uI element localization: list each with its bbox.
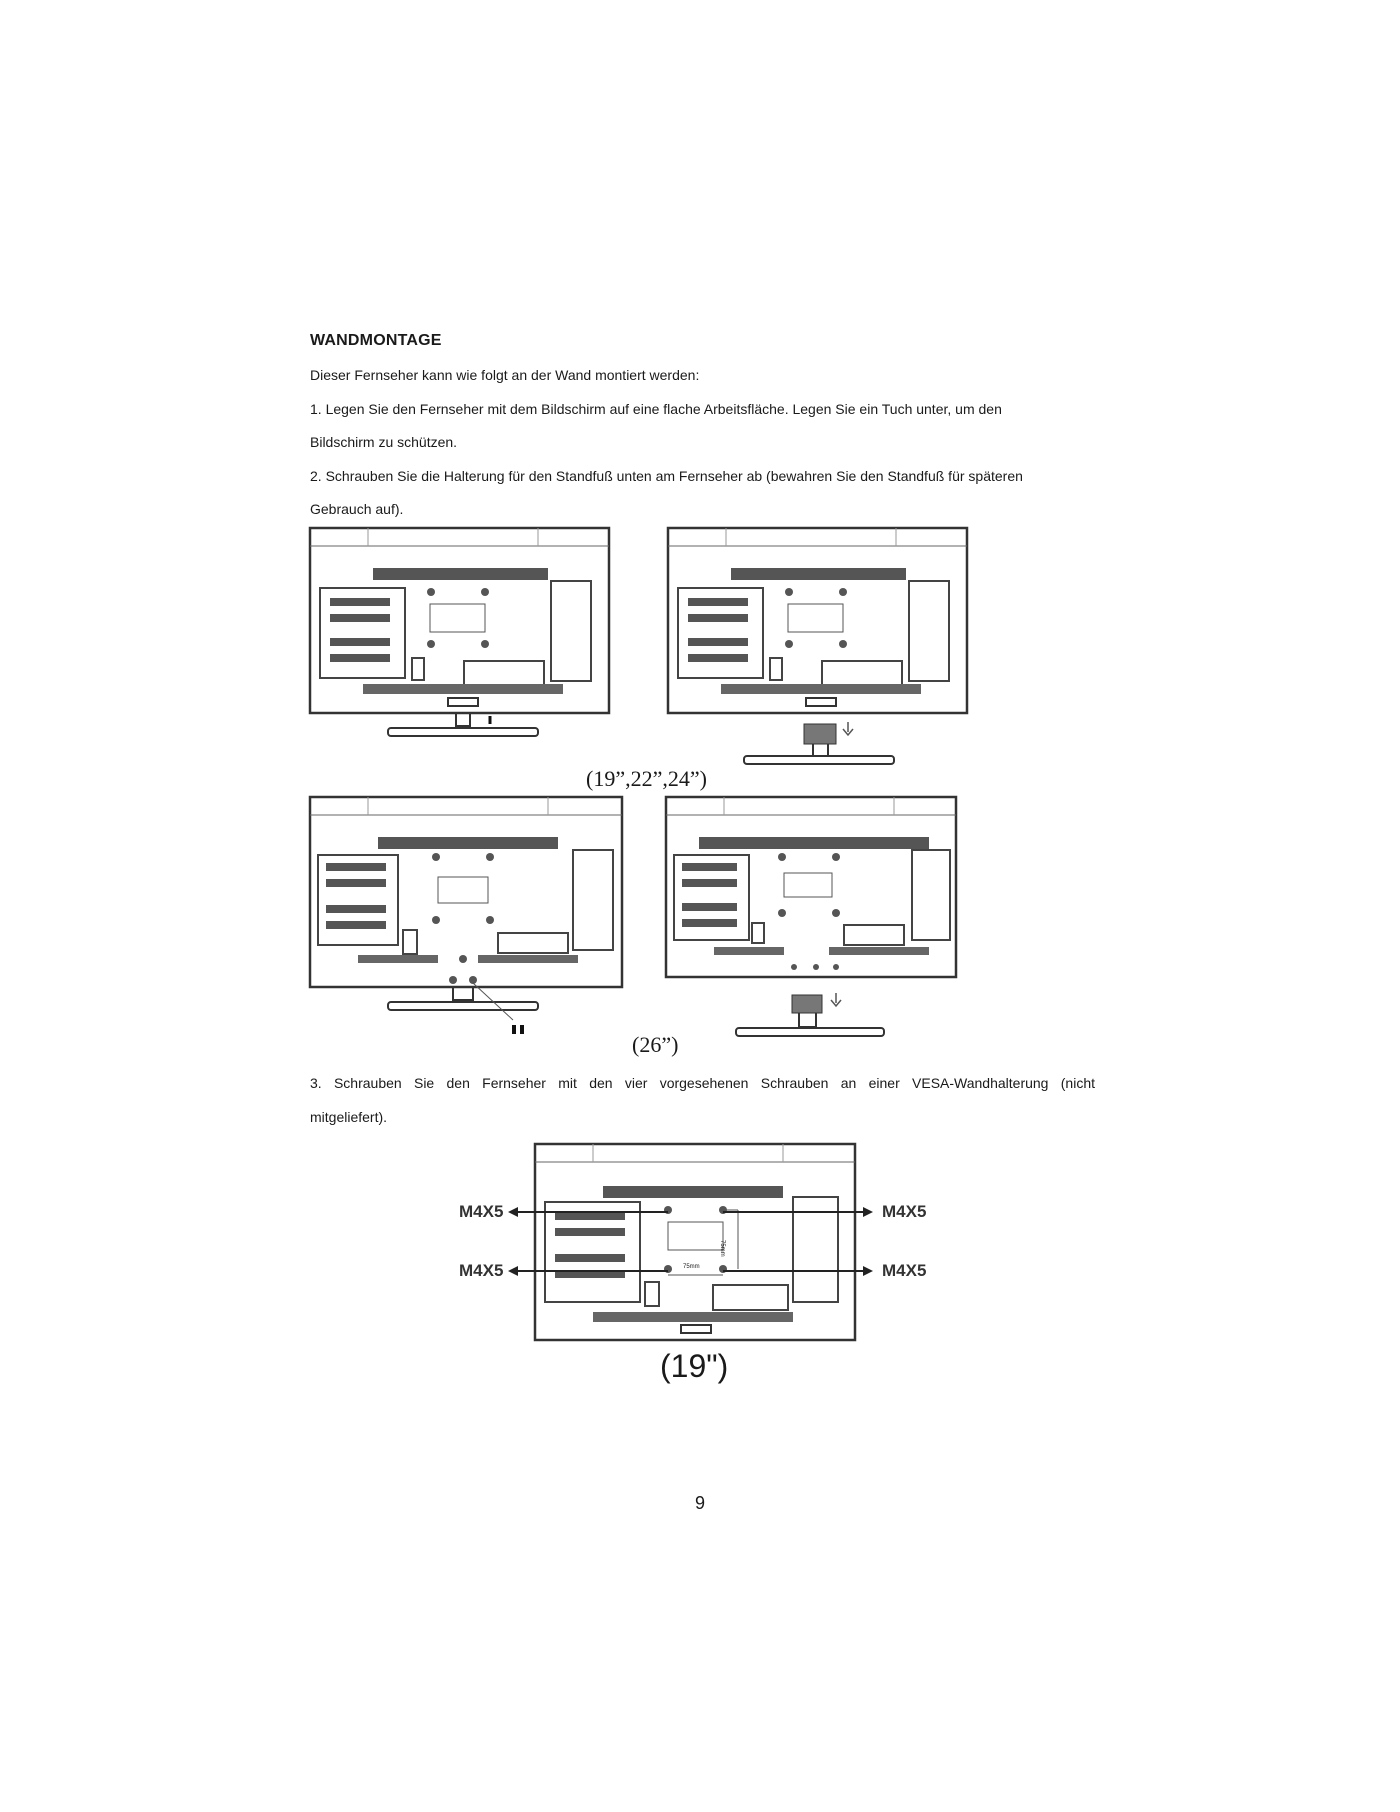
tv-back-with-stand-small <box>308 526 613 741</box>
screw-label-top-left: M4X5 <box>459 1202 504 1221</box>
step-3-line-2: mitgeliefert). <box>310 1109 388 1125</box>
screw-label-bottom-left: M4X5 <box>459 1261 504 1280</box>
intro-text: Dieser Fernseher kann wie folgt an der Wand montiert werden: <box>310 367 700 383</box>
step-1-line-2: Bildschirm zu schützen. <box>310 434 458 450</box>
step-2-line-1: 2. Schrauben Sie die Halterung für den Standfuß unten am Fernseher ab (bewahren Sie den Standfuß für späteren <box>310 468 1023 484</box>
caption-26: (26”) <box>632 1032 679 1057</box>
screw-label-bottom-right: M4X5 <box>882 1261 927 1280</box>
page-number: 9 <box>694 1493 705 1513</box>
tv-back-with-stand-26 <box>308 795 626 1040</box>
caption-19: (19") <box>660 1348 729 1384</box>
tv-back-stand-removed-26 <box>664 795 964 1040</box>
tv-back-stand-removed-small <box>666 526 971 766</box>
step-1-line-1: 1. Legen Sie den Fernseher mit dem Bildschirm auf eine flache Arbeitsfläche. Legen Sie ein Tuch unter, um den <box>310 401 1002 417</box>
section-heading: WANDMONTAGE <box>310 332 442 349</box>
step-2-line-2: Gebrauch auf). <box>310 501 404 517</box>
dimension-horizontal: 75mm <box>683 1264 700 1270</box>
dimension-vertical: 75mm <box>719 1240 725 1257</box>
screw-label-top-right: M4X5 <box>882 1202 927 1221</box>
caption-small-models: (19”,22”,24”) <box>586 766 707 791</box>
step-3-line-1: 3. Schrauben Sie den Fernseher mit den vier vorgesehenen Schrauben an einer VESA-Wandhalterung (nicht <box>310 1075 1095 1091</box>
